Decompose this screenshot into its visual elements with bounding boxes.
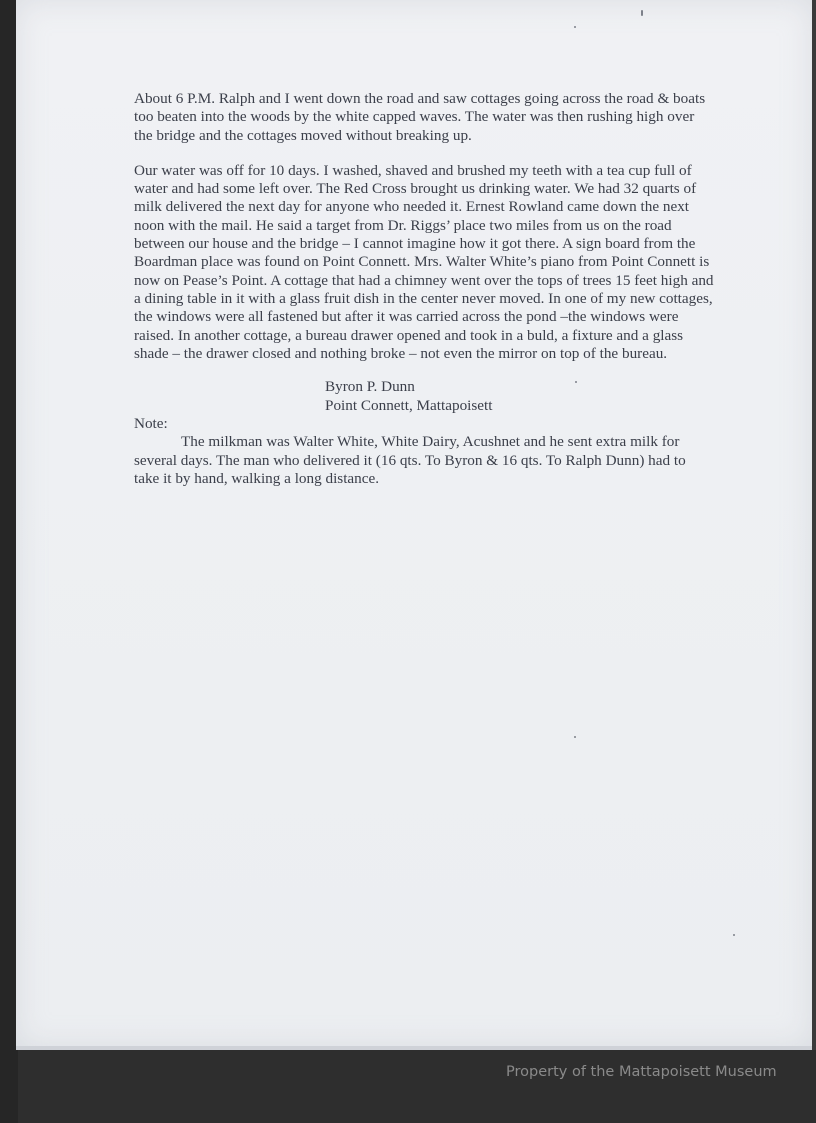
signature-block (325, 377, 714, 415)
museum-watermark: Property of the Mattapoisett Museum (506, 1064, 777, 1080)
scan-speck (733, 934, 735, 936)
letter-body (134, 90, 714, 488)
note-label: Note: (134, 415, 168, 433)
note-body: The milkman was Walter White, White Dairy, Acushnet and he sent extra milk for several days. The man who delivered it (16 qts. To Byron & 16 qts. To Ralph Dunn) had to take it by hand, walking a long distance. (134, 433, 686, 488)
signature-location: Point Connett, Mattapoisett (325, 397, 493, 415)
scan-speck (574, 26, 576, 28)
paragraph-storm: About 6 P.M. Ralph and I went down the road and saw cottages going across the road & boats too beaten into the woods by the white capped waves. The water was then rushing high over the bridge and the cottages moved without breaking up. (134, 90, 706, 144)
scan-speck (574, 736, 576, 738)
scan-speck (641, 10, 643, 16)
paper-bottom-edge (16, 1046, 812, 1050)
signature-name: Byron P. Dunn (325, 378, 415, 396)
paragraph-aftermath: Our water was off for 10 days. I washed, shaved and brushed my teeth with a tea cup full of water and had some left over. The Red Cross brought us drinking water. We had 32 quarts of milk delivered the next day for anyone who needed it. Ernest Rowland came down the next noon with the mail. He said a target from Dr. Riggs’ place two miles from us on the road between our house and the bridge – I cannot imagine how it got there. A sign board from the Boardman place was found on Point Connett. Mrs. Walter White’s piano from Point Connett is now on Pease’s Point. A cottage that had a chimney went over the tops of trees 15 feet high and a dining table in it with a glass fruit dish in the center never moved. In one of my new cottages, the windows were all fastened but after it was carried across the pond –the windows were raised. In another cottage, a bureau drawer opened and took in a buld, a fixture and a glass shade – the drawer closed and nothing broke – not even the mirror on top of the bureau. (134, 161, 714, 362)
